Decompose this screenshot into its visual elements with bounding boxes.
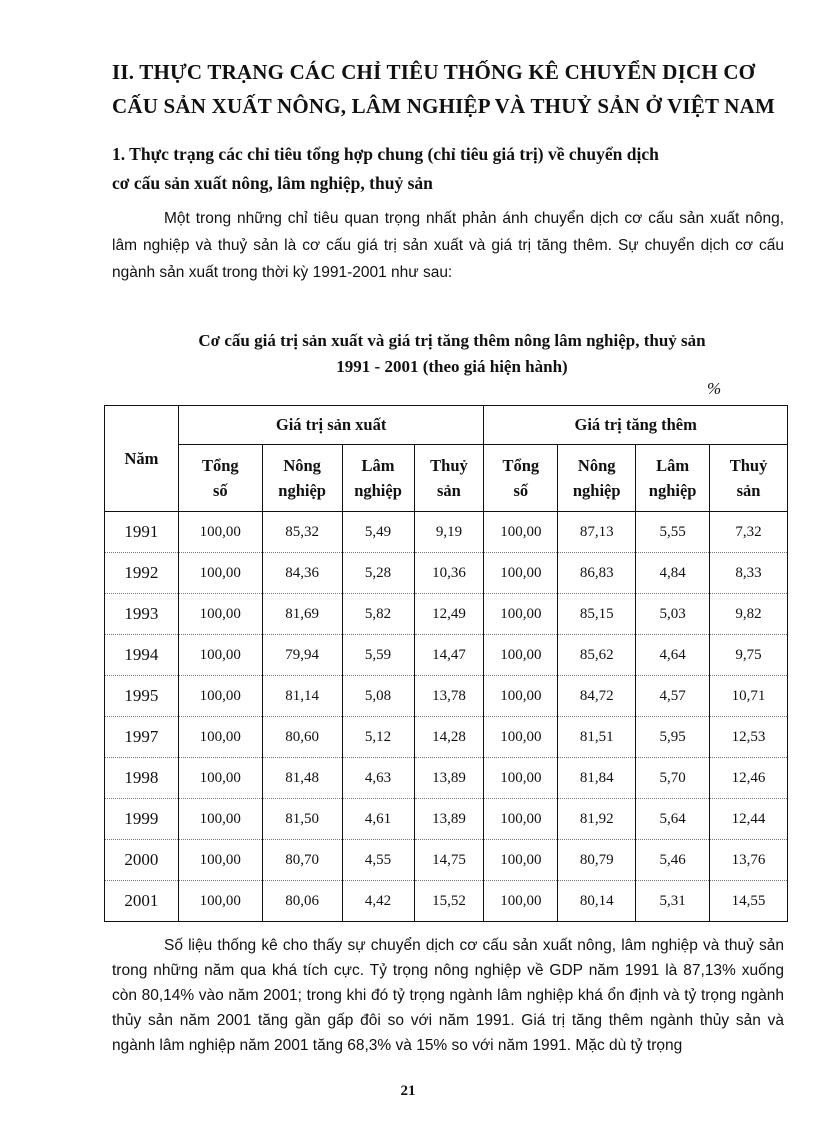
value-cell: 5,64 (636, 799, 710, 840)
column-header (342, 445, 414, 512)
value-cell: 80,79 (558, 840, 636, 881)
year-cell: 1994 (105, 635, 179, 676)
column-header-line-2: số (212, 481, 228, 500)
value-cell: 5,70 (636, 758, 710, 799)
value-cell: 12,49 (414, 594, 484, 635)
value-cell: 100,00 (178, 717, 262, 758)
value-cell: 87,13 (558, 512, 636, 553)
column-header (558, 445, 636, 512)
column-header-line-1: Thuỷ (430, 456, 468, 475)
value-cell: 5,46 (636, 840, 710, 881)
value-cell: 79,94 (262, 635, 342, 676)
value-cell: 9,82 (710, 594, 788, 635)
value-cell: 80,70 (262, 840, 342, 881)
section-heading-line-1: II. THỰC TRẠNG CÁC CHỈ TIÊU THỐNG KÊ CHUYỂN DỊCH CƠ (112, 60, 756, 84)
value-cell: 13,76 (710, 840, 788, 881)
value-cell: 4,57 (636, 676, 710, 717)
table-caption-line-1: Cơ cấu giá trị sản xuất và giá trị tăng thêm nông lâm nghiệp, thuỷ sản (198, 331, 706, 350)
value-cell: 5,59 (342, 635, 414, 676)
table-row (105, 676, 788, 717)
value-cell: 81,14 (262, 676, 342, 717)
value-cell: 100,00 (178, 799, 262, 840)
table-row (105, 840, 788, 881)
column-header (414, 445, 484, 512)
value-cell: 100,00 (178, 512, 262, 553)
table-row (105, 717, 788, 758)
column-header-line-2: nghiệp (572, 481, 621, 500)
value-cell: 85,32 (262, 512, 342, 553)
value-cell: 81,69 (262, 594, 342, 635)
value-cell: 100,00 (178, 758, 262, 799)
column-header (484, 445, 558, 512)
column-header-line-2: nghiệp (278, 481, 326, 500)
column-header-line-2: sản (437, 481, 461, 500)
column-header (636, 445, 710, 512)
value-cell: 14,75 (414, 840, 484, 881)
year-cell: 1997 (105, 717, 179, 758)
value-cell: 100,00 (484, 594, 558, 635)
value-cell: 13,89 (414, 799, 484, 840)
year-cell: 1993 (105, 594, 179, 635)
value-cell: 10,71 (710, 676, 788, 717)
value-cell: 86,83 (558, 553, 636, 594)
value-cell: 80,14 (558, 881, 636, 922)
value-cell: 9,75 (710, 635, 788, 676)
table-row (105, 758, 788, 799)
column-header-line-1: Tổng (502, 456, 540, 475)
value-cell: 81,48 (262, 758, 342, 799)
unit-label: % (707, 379, 722, 398)
value-cell: 14,47 (414, 635, 484, 676)
value-cell: 4,42 (342, 881, 414, 922)
table-row (105, 635, 788, 676)
value-cell: 100,00 (484, 553, 558, 594)
value-cell: 5,08 (342, 676, 414, 717)
value-cell: 100,00 (178, 553, 262, 594)
value-cell: 100,00 (484, 512, 558, 553)
value-cell: 84,72 (558, 676, 636, 717)
value-cell: 100,00 (484, 840, 558, 881)
value-cell: 14,28 (414, 717, 484, 758)
value-cell: 100,00 (178, 840, 262, 881)
value-cell: 12,53 (710, 717, 788, 758)
column-header-line-1: Thuỷ (729, 456, 768, 475)
value-cell: 80,60 (262, 717, 342, 758)
value-cell: 80,06 (262, 881, 342, 922)
value-cell: 100,00 (178, 635, 262, 676)
value-cell: 100,00 (484, 758, 558, 799)
value-cell: 100,00 (484, 799, 558, 840)
value-cell: 5,28 (342, 553, 414, 594)
value-cell: 81,92 (558, 799, 636, 840)
value-cell: 100,00 (178, 594, 262, 635)
value-cell: 13,89 (414, 758, 484, 799)
value-cell: 84,36 (262, 553, 342, 594)
year-cell: 2001 (105, 881, 179, 922)
value-cell: 4,84 (636, 553, 710, 594)
year-cell: 2000 (105, 840, 179, 881)
value-cell: 81,84 (558, 758, 636, 799)
value-cell: 12,44 (710, 799, 788, 840)
table-row (105, 799, 788, 840)
value-cell: 85,62 (558, 635, 636, 676)
value-cell: 5,82 (342, 594, 414, 635)
year-cell: 1992 (105, 553, 179, 594)
value-cell: 100,00 (484, 881, 558, 922)
value-cell: 85,15 (558, 594, 636, 635)
value-cell: 13,78 (414, 676, 484, 717)
column-header-line-2: số (513, 481, 529, 500)
value-cell: 10,36 (414, 553, 484, 594)
column-header (262, 445, 342, 512)
column-header-line-2: nghiệp (354, 481, 402, 500)
value-cell: 100,00 (484, 676, 558, 717)
value-cell: 8,33 (710, 553, 788, 594)
table-row (105, 512, 788, 553)
table-caption-line-2: 1991 - 2001 (theo giá hiện hành) (336, 357, 568, 376)
value-added-group-header: Giá trị tăng thêm (484, 406, 788, 445)
column-header (710, 445, 788, 512)
value-cell: 5,55 (636, 512, 710, 553)
value-cell: 100,00 (484, 717, 558, 758)
value-cell: 14,55 (710, 881, 788, 922)
column-header (178, 445, 262, 512)
table-body (105, 512, 788, 922)
value-cell: 5,31 (636, 881, 710, 922)
column-header-line-1: Lâm (361, 456, 395, 475)
subsection-heading-line-1: 1. Thực trạng các chỉ tiêu tổng hợp chung (chỉ tiêu giá trị) về chuyển dịch (112, 144, 659, 164)
year-cell: 1999 (105, 799, 179, 840)
table-row (105, 594, 788, 635)
value-cell: 4,55 (342, 840, 414, 881)
value-cell: 4,61 (342, 799, 414, 840)
value-cell: 100,00 (178, 676, 262, 717)
intro-paragraph: Một trong những chỉ tiêu quan trọng nhất phản ánh chuyển dịch cơ cấu sản xuất nông, lâm nghiệp và thuỷ sản là cơ cấu giá trị sản xuất và giá trị tăng thêm. Sự chuyển dịch cơ cấu ngành sản xuất trong thời kỳ 1991-2001 như sau: (112, 210, 784, 281)
structure-table (104, 405, 788, 922)
subsection-heading-line-2: cơ cấu sản xuất nông, lâm nghiệp, thuỷ sản (112, 173, 433, 193)
page-number: 21 (400, 1083, 416, 1099)
column-header-line-1: Tổng (201, 456, 239, 475)
value-cell: 81,51 (558, 717, 636, 758)
year-column-header: Năm (105, 406, 179, 512)
value-cell: 100,00 (484, 635, 558, 676)
value-cell: 15,52 (414, 881, 484, 922)
value-cell: 100,00 (178, 881, 262, 922)
value-cell: 5,95 (636, 717, 710, 758)
value-cell: 9,19 (414, 512, 484, 553)
value-cell: 4,63 (342, 758, 414, 799)
value-cell: 7,32 (710, 512, 788, 553)
table-row (105, 553, 788, 594)
column-header-line-1: Lâm (656, 456, 690, 475)
column-header-line-2: sản (736, 481, 761, 500)
year-cell: 1995 (105, 676, 179, 717)
value-cell: 5,03 (636, 594, 710, 635)
column-header-line-1: Nông (577, 456, 616, 475)
sub-header-row (105, 445, 788, 512)
value-cell: 4,64 (636, 635, 710, 676)
column-header-line-2: nghiệp (648, 481, 697, 500)
year-cell: 1991 (105, 512, 179, 553)
production-value-group-header: Giá trị sản xuất (178, 406, 484, 445)
section-heading-line-2: CẤU SẢN XUẤT NÔNG, LÂM NGHIỆP VÀ THUỶ SẢN Ở VIỆT NAM (112, 94, 776, 118)
value-cell: 5,12 (342, 717, 414, 758)
table-row (105, 881, 788, 922)
year-cell: 1998 (105, 758, 179, 799)
closing-paragraph: Số liệu thống kê cho thấy sự chuyển dịch cơ cấu sản xuất nông, lâm nghiệp và thuỷ sản trong những năm qua khá tích cực. Tỷ trọng nông nghiệp về GDP năm 1991 là 87,13% xuống còn 80,14% vào năm 2001; trong khi đó tỷ trọng ngành lâm nghiệp khá ổn định và tỷ trọng ngành thủy sản năm 2001 tăng gần gấp đôi so với năm 1991. Giá trị tăng thêm ngành thủy sản và ngành lâm nghiệp năm 2001 tăng 68,3% và 15% so với năm 1991. Mặc dù tỷ trọng (112, 937, 784, 1054)
value-cell: 12,46 (710, 758, 788, 799)
value-cell: 5,49 (342, 512, 414, 553)
value-cell: 81,50 (262, 799, 342, 840)
column-header-line-1: Nông (283, 456, 321, 475)
